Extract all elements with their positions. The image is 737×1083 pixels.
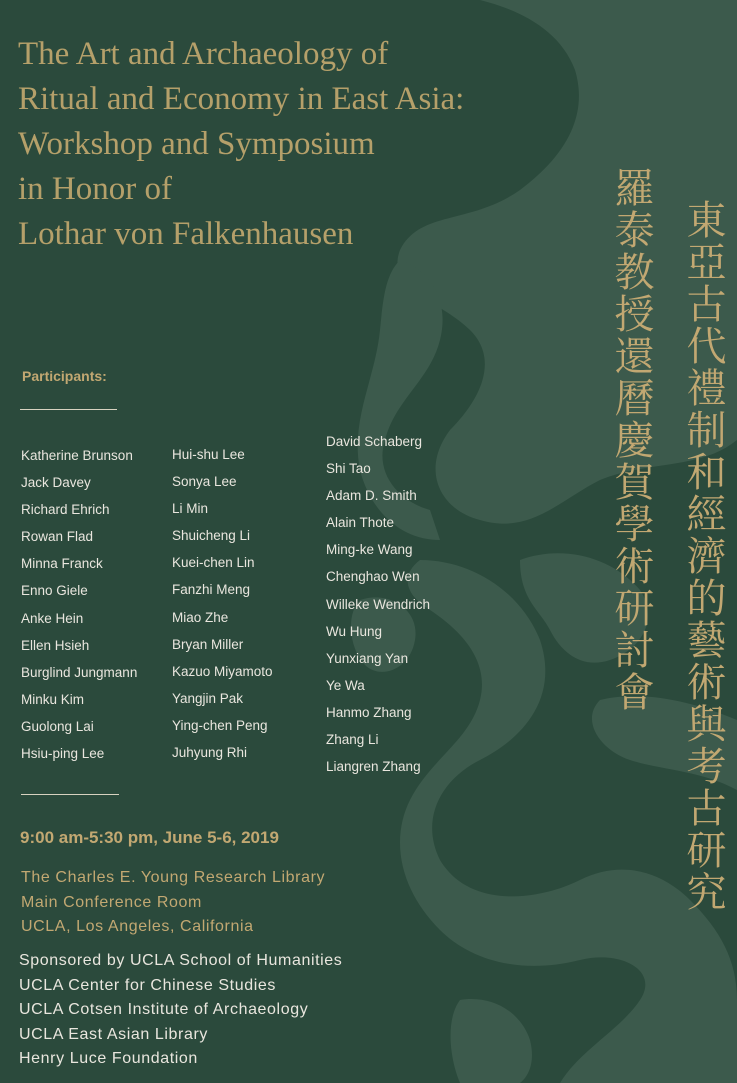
participant-name: Ming-ke Wang: [326, 542, 413, 558]
chinese-title-left-column: 羅泰教授還曆慶賀學術研討會: [608, 167, 654, 713]
event-title: [18, 32, 488, 257]
participant-name: Kuei-chen Lin: [172, 555, 255, 571]
participants-column-3: [326, 428, 430, 780]
participant-name: Hanmo Zhang: [326, 704, 412, 720]
title-line: Lothar von Falkenhausen: [18, 216, 354, 252]
participant-name: Miao Zhe: [172, 609, 229, 625]
sponsor-line: UCLA East Asian Library: [19, 1025, 208, 1043]
participant-name: Richard Ehrich: [21, 502, 110, 518]
venue-line: Main Conference Room: [21, 893, 202, 911]
sponsor-line: Henry Luce Foundation: [19, 1050, 198, 1068]
participant-name: Shuicheng Li: [172, 528, 251, 544]
title-line: in Honor of: [18, 171, 172, 207]
participant-name: Hui-shu Lee: [172, 447, 245, 462]
participant-name: Li Min: [172, 501, 209, 517]
participant-name: Katherine Brunson: [21, 448, 133, 463]
participant-name: Hsiu-ping Lee: [21, 746, 105, 762]
title-line: Workshop and Symposium: [18, 126, 375, 162]
participants-column-1: [21, 442, 137, 767]
participants-column-2: [172, 441, 273, 766]
divider-bottom: [21, 794, 119, 795]
participant-name: Sonya Lee: [172, 474, 237, 490]
participant-name: Ye Wa: [326, 677, 365, 693]
sponsors-block: [19, 949, 342, 1072]
participant-name: Alain Thote: [326, 515, 395, 531]
participant-name: Juhyung Rhi: [172, 745, 248, 761]
divider-top: [20, 409, 117, 410]
participant-name: Kazuo Miyamoto: [172, 663, 273, 679]
participant-name: Bryan Miller: [172, 636, 244, 652]
title-line: The Art and Archaeology of: [18, 36, 389, 72]
participant-name: Zhang Li: [326, 732, 379, 748]
title-line: Ritual and Economy in East Asia:: [18, 81, 465, 117]
participant-name: Enno Giele: [21, 583, 88, 599]
participant-name: Wu Hung: [326, 623, 383, 639]
participants-label: Participants:: [22, 368, 107, 384]
participant-name: Anke Hein: [21, 610, 84, 626]
chinese-title-right-column: 東亞古代禮制和經濟的藝術與考古研究: [680, 199, 726, 913]
event-time: 9:00 am-5:30 pm, June 5-6, 2019: [20, 828, 279, 847]
participant-name: Adam D. Smith: [326, 488, 417, 504]
participant-name: Ellen Hsieh: [21, 637, 90, 653]
venue-line: UCLA, Los Angeles, California: [21, 918, 254, 935]
participant-name: David Schaberg: [326, 434, 423, 449]
venue-block: [21, 866, 325, 940]
participant-name: Fanzhi Meng: [172, 582, 251, 598]
participant-name: Liangren Zhang: [326, 759, 421, 775]
participant-name: Willeke Wendrich: [326, 596, 431, 612]
participant-name: Yunxiang Yan: [326, 650, 409, 666]
sponsor-line: UCLA Cotsen Institute of Archaeology: [19, 1001, 309, 1019]
participant-name: Minku Kim: [21, 691, 85, 707]
participant-name: Ying-chen Peng: [172, 717, 268, 733]
sponsor-line: UCLA Center for Chinese Studies: [19, 976, 276, 994]
sponsor-line: Sponsored by UCLA School of Humanities: [19, 952, 343, 969]
participant-name: Rowan Flad: [21, 529, 94, 545]
participant-name: Burglind Jungmann: [21, 664, 138, 680]
participant-name: Yangjin Pak: [172, 690, 244, 706]
participant-name: Guolong Lai: [21, 718, 94, 734]
venue-line: The Charles E. Young Research Library: [21, 869, 326, 886]
participant-name: Chenghao Wen: [326, 569, 420, 585]
participant-name: Jack Davey: [21, 475, 91, 491]
participant-name: Shi Tao: [326, 461, 371, 477]
participant-name: Minna Franck: [21, 556, 103, 572]
